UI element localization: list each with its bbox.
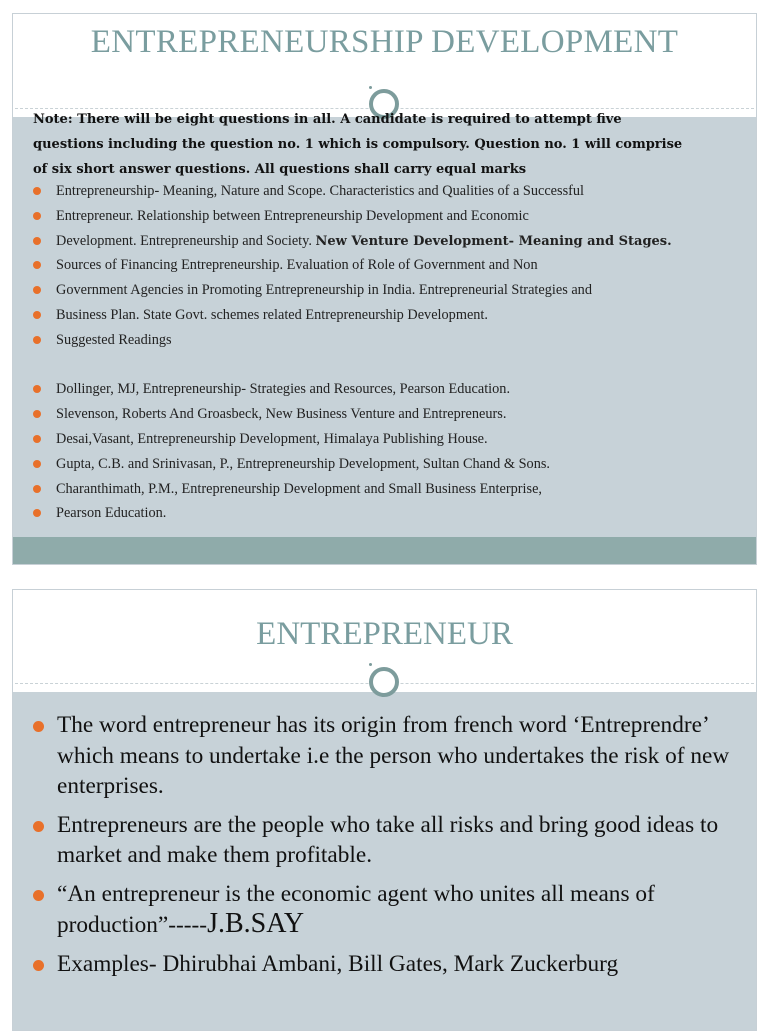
bullet-dot-icon xyxy=(33,509,41,517)
list-item: Entrepreneurship- Meaning, Nature and Scope. Characteristics and Qualities of a Successful xyxy=(33,179,748,204)
note-line: questions including the question no. 1 which is compulsory. Question no. 1 will comprise xyxy=(33,137,683,152)
list-item: Business Plan. State Govt. schemes related Entrepreneurship Development. xyxy=(33,303,748,328)
reading-item: Slevenson, Roberts And Groasbeck, New Business Venture and Entrepreneurs. xyxy=(33,402,748,427)
reading-item: Charanthimath, P.M., Entrepreneurship Development and Small Business Enterprise, xyxy=(33,477,748,502)
list-item: Government Agencies in Promoting Entrepreneurship in India. Entrepreneurial Strategies and xyxy=(33,278,748,303)
list-item: Sources of Financing Entrepreneurship. Evaluation of Role of Government and Non xyxy=(33,253,748,278)
slide-entrepreneurship-development xyxy=(12,13,757,565)
reading-item: Gupta, C.B. and Srinivasan, P., Entrepreneurship Development, Sultan Chand & Sons. xyxy=(33,452,748,477)
bullet-dot-icon xyxy=(33,890,44,901)
bullet-dot-icon xyxy=(33,286,41,294)
bullet-dot-icon xyxy=(33,435,41,443)
bullet-dot-icon xyxy=(33,261,41,269)
reading-item: Desai,Vasant, Entrepreneurship Development, Himalaya Publishing House. xyxy=(33,427,748,452)
list-item: Suggested Readings xyxy=(33,328,748,353)
ring-ornament-icon xyxy=(369,667,399,697)
bullet-dot-icon xyxy=(33,237,41,245)
list-item: Development. Entrepreneurship and Society. New Venture Development- Meaning and Stages. xyxy=(33,229,748,254)
bullet-dot-icon xyxy=(33,311,41,319)
bullet-dot-icon xyxy=(33,336,41,344)
bullet-dot-icon xyxy=(33,460,41,468)
reading-item: Dollinger, MJ, Entrepreneurship- Strategies and Resources, Pearson Education. xyxy=(33,377,748,402)
slide1-title: ENTREPRENEURSHIP DEVELOPMENT xyxy=(90,24,679,60)
list-item: “An entrepreneur is the economic agent who unites all means of production”-----J.B.SAY xyxy=(33,879,748,941)
list-item: Examples- Dhirubhai Ambani, Bill Gates, Mark Zuckerburg xyxy=(33,949,748,980)
ring-dot-icon xyxy=(369,86,372,89)
note-line: of six short answer questions. All questions shall carry equal marks xyxy=(33,162,527,177)
emphasis-text: New Venture Development- Meaning and Stages. xyxy=(315,233,672,249)
bullet-dot-icon xyxy=(33,212,41,220)
bullet-dot-icon xyxy=(33,485,41,493)
bullet-dot-icon xyxy=(33,960,44,971)
bullet-dot-icon xyxy=(33,187,41,195)
list-spacer xyxy=(33,353,748,378)
list-item: Entrepreneurs are the people who take all risks and bring good ideas to market and make them profitable. xyxy=(33,810,748,871)
quote-author: J.B.SAY xyxy=(207,908,305,939)
ring-dot-icon xyxy=(369,663,372,666)
exam-note xyxy=(33,107,753,182)
entrepreneur-points xyxy=(33,710,748,987)
slide-entrepreneur xyxy=(12,589,757,1031)
bullet-dot-icon xyxy=(33,410,41,418)
bullet-dot-icon xyxy=(33,821,44,832)
bullet-dot-icon xyxy=(33,385,41,393)
slide1-footer-bar xyxy=(13,537,756,564)
reading-item: Pearson Education. xyxy=(33,501,748,526)
slide2-title: ENTREPRENEUR xyxy=(256,616,513,652)
list-item: Entrepreneur. Relationship between Entrepreneurship Development and Economic xyxy=(33,204,748,229)
syllabus-list xyxy=(33,179,748,526)
note-line: Note: There will be eight questions in all. A candidate is required to attempt five xyxy=(33,112,622,127)
bullet-dot-icon xyxy=(33,721,44,732)
list-item: The word entrepreneur has its origin from french word ‘Entreprendre’ which means to undertake i.e the person who undertakes the risk of new enterprises. xyxy=(33,710,748,802)
